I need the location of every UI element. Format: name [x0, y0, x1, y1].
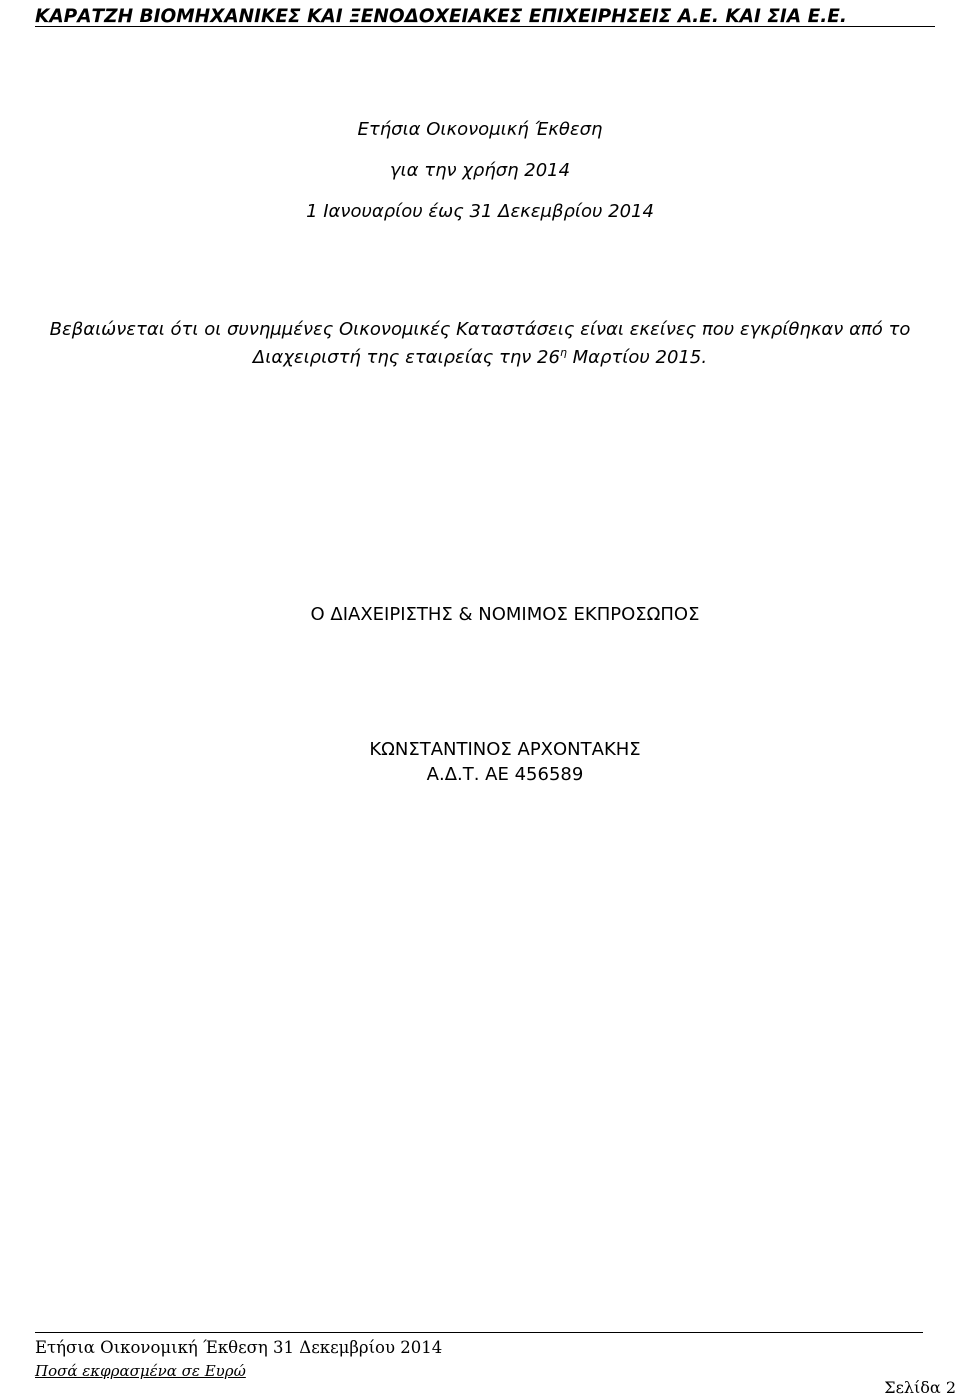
- signatory-role: Ο ΔΙΑΧΕΙΡΙΣΤΗΣ & ΝΟΜΙΜΟΣ ΕΚΠΡΟΣΩΠΟΣ: [310, 604, 700, 625]
- certification-line-2-start: Διαχειριστή της εταιρείας την 26: [252, 347, 560, 368]
- page-number: Σελίδα 2: [884, 1378, 956, 1397]
- certification-statement: [0, 316, 960, 372]
- footer-currency-note: Ποσά εκφρασμένα σε Ευρώ: [35, 1362, 246, 1380]
- reporting-period: 1 Ιανουαρίου έως 31 Δεκεμβρίου 2014: [306, 201, 654, 222]
- ordinal-suffix: η: [559, 346, 567, 359]
- report-title: Ετήσια Οικονομική Έκθεση: [357, 119, 603, 140]
- signatory-id: Α.Δ.Τ. ΑΕ 456589: [426, 764, 584, 785]
- footer-title: Ετήσια Οικονομική Έκθεση 31 Δεκεμβρίου 2014: [35, 1338, 443, 1357]
- company-header: ΚΑΡΑΤΖΗ ΒΙΟΜΗΧΑΝΙΚΕΣ ΚΑΙ ΞΕΝΟΔΟΧΕΙΑΚΕΣ ΕΠΙΧΕΙΡΗΣΕΙΣ Α.Ε. ΚΑΙ ΣΙΑ Ε.Ε.: [35, 4, 935, 27]
- footer-divider: [35, 1332, 923, 1333]
- certification-line-1: Βεβαιώνεται ότι οι συνημμένες Οικονομικές Καταστάσεις είναι εκείνες που εγκρίθηκαν από το: [49, 319, 911, 340]
- certification-line-2-end: Μαρτίου 2015.: [566, 347, 708, 368]
- fiscal-year: για την χρήση 2014: [389, 160, 571, 181]
- certification-line-2: [0, 344, 960, 372]
- signatory-name: ΚΩΝΣΤΑΝΤΙΝΟΣ ΑΡΧΟΝΤΑΚΗΣ: [369, 739, 641, 760]
